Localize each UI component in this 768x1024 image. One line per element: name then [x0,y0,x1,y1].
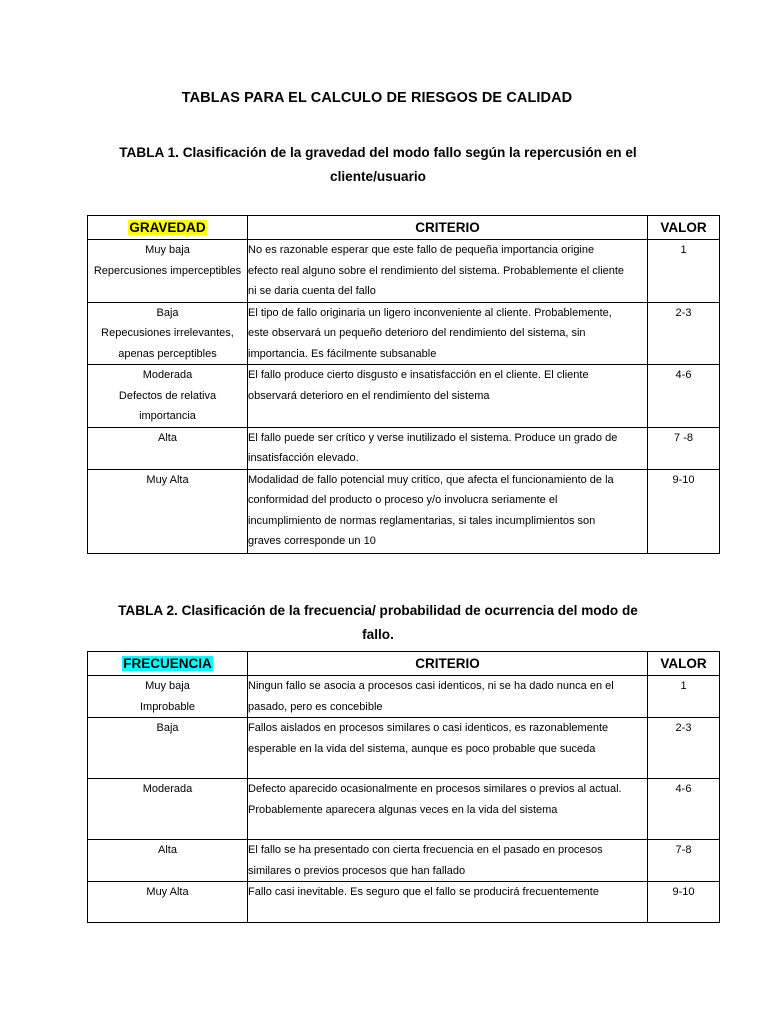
value-cell: 4-6 [648,365,720,428]
level-cell [88,240,248,303]
value-cell: 2-3 [648,302,720,365]
table2-caption [108,599,648,647]
criterion-line: Ningun fallo se asocia a procesos casi identicos, ni se ha dado nunca en el [248,680,614,692]
table-header-row [88,652,720,676]
level-description: apenas perceptibles [118,347,217,360]
criterion-cell [248,676,648,718]
table1-caption [108,141,648,189]
table1-caption-line2: cliente/usuario [330,169,426,184]
criterion-line: observará deterioro en el rendimiento del sistema [248,389,490,402]
criterion-line: ni se daria cuenta del fallo [248,285,376,297]
criterion-line: importancia. Es fácilmente subsanable [248,347,437,360]
header-severity-label: GRAVEDAD [129,219,206,235]
header-frequency [88,652,248,676]
table2-caption-line1: TABLA 2. Clasificación de la frecuencia/ probabilidad de ocurrencia del modo de [118,603,638,618]
header-criterion: CRITERIO [248,216,648,240]
criterion-line: El fallo produce cierto disgusto e insatisfacción en el cliente. El cliente [248,369,589,381]
header-criterion: CRITERIO [248,652,648,676]
criterion-line: Fallo casi inevitable. Es seguro que el fallo se producirá frecuentemente [248,886,599,898]
level-cell [88,427,248,469]
value-cell: 7 -8 [648,427,720,469]
table-row [88,840,720,882]
criterion-line: El tipo de fallo originaria un ligero inconveniente al cliente. Probablemente, [248,306,612,319]
criterion-line: No es razonable esperar que este fallo de pequeña importancia origine [248,244,595,256]
level-description: Defectos de relativa [118,389,217,402]
criterion-line: El fallo puede ser crítico y verse inutilizado el sistema. Produce un grado de [248,431,618,444]
level-description: Repercusiones imperceptibles [93,264,242,277]
level-cell [88,840,248,882]
level-name: Muy baja [145,680,190,692]
table2-caption-line2: fallo. [362,627,394,642]
header-value: VALOR [648,216,720,240]
criterion-line: graves corresponde un 10 [248,535,376,547]
criterion-cell [248,779,648,840]
value-cell: 1 [648,676,720,718]
level-description: Improbable [139,700,196,713]
criterion-line: similares o previos procesos que han fallado [248,864,466,877]
level-name: Muy Alta [146,473,189,486]
table-row [88,469,720,553]
value-cell: 4-6 [648,779,720,840]
table-row [88,365,720,428]
level-name: Baja [156,722,179,734]
criterion-cell [248,882,648,923]
table-row [88,302,720,365]
value-cell: 7-8 [648,840,720,882]
criterion-line: pasado, pero es concebible [248,700,383,713]
criterion-line: incumplimiento de normas reglamentarias, si tales incumplimientos son [248,514,596,527]
criterion-line: efecto real alguno sobre el rendimiento del sistema. Probablemente el cliente [248,264,625,277]
frequency-table [87,651,720,923]
value-cell: 2-3 [648,718,720,779]
criterion-cell [248,302,648,365]
criterion-line: Defecto aparecido ocasionalmente en procesos similares o previos al actual. [248,783,622,795]
level-name: Muy baja [145,244,190,256]
level-name: Alta [158,431,177,444]
criterion-cell [248,469,648,553]
criterion-cell [248,840,648,882]
criterion-line: Modalidad de fallo potencial muy critico, que afecta el funcionamiento de la [248,473,614,486]
level-name: Alta [158,844,177,856]
level-description: Repecusiones irrelevantes, [101,327,234,339]
table-row [88,882,720,923]
table-header-row [88,216,720,240]
criterion-line: El fallo se ha presentado con cierta frecuencia en el pasado en procesos [248,844,603,856]
criterion-line: conformidad del producto o proceso y/o involucra seriamente el [248,494,558,506]
value-cell: 1 [648,240,720,303]
value-cell: 9-10 [648,469,720,553]
value-cell: 9-10 [648,882,720,923]
level-cell [88,469,248,553]
header-frequency-label: FRECUENCIA [123,655,212,671]
level-name: Muy Alta [146,886,189,898]
level-cell [88,365,248,428]
table-row [88,427,720,469]
criterion-line: este observará un pequeño deterioro del rendimiento del sistema, sin [248,327,586,339]
criterion-cell [248,427,648,469]
level-name: Moderada [142,783,193,795]
criterion-cell [248,365,648,428]
table-row [88,240,720,303]
table-row [88,676,720,718]
criterion-cell [248,240,648,303]
table-row [88,718,720,779]
header-severity [88,216,248,240]
level-cell [88,779,248,840]
table1-caption-line1: TABLA 1. Clasificación de la gravedad del modo fallo según la repercusión en el [119,145,637,160]
criterion-line: esperable en la vida del sistema, aunque es poco probable que suceda [248,742,596,755]
level-name: Baja [156,306,179,319]
level-name: Moderada [142,369,193,381]
criterion-line: insatisfacción elevado. [248,452,359,464]
level-cell [88,302,248,365]
criterion-line: Probablemente aparecera algunas veces en la vida del sistema [248,803,558,816]
table-row [88,779,720,840]
document-title: TABLAS PARA EL CALCULO DE RIESGOS DE CALIDAD [181,90,573,106]
level-description: importancia [139,410,196,422]
criterion-cell [248,718,648,779]
header-value: VALOR [648,652,720,676]
level-cell [88,718,248,779]
criterion-line: Fallos aislados en procesos similares o casi identicos, es razonablemente [248,722,609,734]
level-cell [88,676,248,718]
level-cell [88,882,248,923]
severity-table [87,215,720,554]
